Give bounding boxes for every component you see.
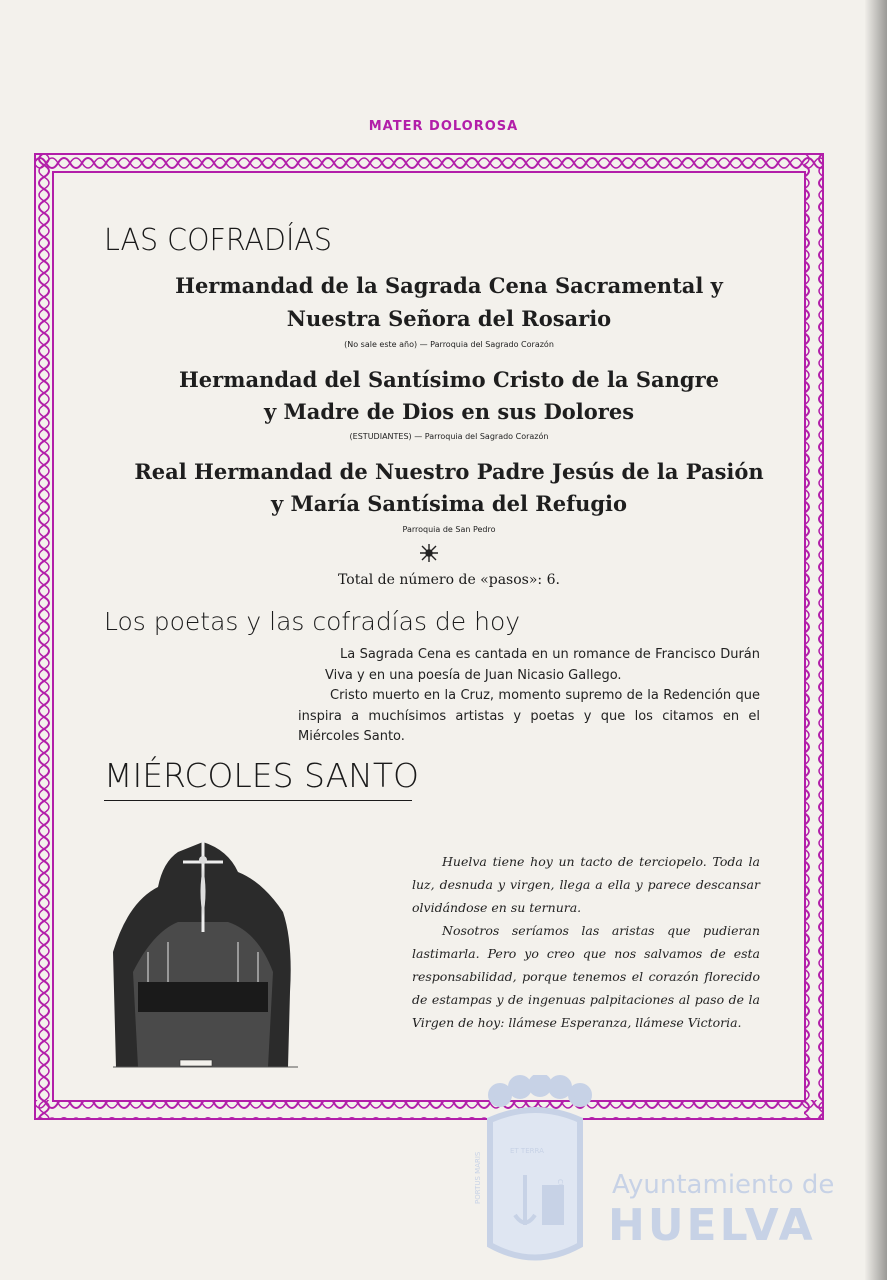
watermark-line1: Ayuntamiento de: [612, 1170, 835, 1200]
brotherhood-1-line2: Nuestra Señora del Rosario: [286, 306, 612, 331]
brotherhood-2-line2: y Madre de Dios en sus Dolores: [263, 399, 635, 424]
section-title-poetas: Los poetas y las cofradías de hoy: [104, 607, 521, 636]
miercoles-paragraph-1: Huelva tiene hoy un tacto de terciopelo. Toda la luz, desnuda y virgen, llega a ella y parece descansar olvidándose en su ternura.: [412, 854, 760, 915]
total-pasos: Total de número de «pasos»: 6.: [338, 572, 560, 588]
section-title-cofradias: LAS COFRADÍAS: [104, 223, 332, 258]
miercoles-paragraph-2: Nosotros seríamos las aristas que pudieran lastimarla. Pero yo creo que nos salvamos de esta responsabilidad, porque tenemos el corazón florecido de estampas y de ingenuas palpitaciones al paso de la Virgen de hoy: llámese Esperanza, llámese Victoria.: [412, 923, 760, 1030]
watermark-arc-top: ET TERRA: [510, 1147, 544, 1155]
floral-ornament-icon: [419, 543, 439, 563]
brotherhood-3-line2: y María Santísima del Refugio: [270, 491, 628, 516]
running-header: MATER DOLOROSA: [368, 119, 519, 134]
watermark-line2: HUELVA: [608, 1200, 816, 1251]
brotherhood-3-note: Parroquia de San Pedro: [402, 525, 496, 534]
brotherhood-1-line1: Hermandad de la Sagrada Cena Sacramental y: [175, 273, 723, 298]
poetas-paragraph-1: La Sagrada Cena es cantada en un romance de Francisco Durán Viva y en una poesía de Juan Nicasio Gallego.: [325, 647, 760, 683]
brotherhood-2-note: (ESTUDIANTES) — Parroquia del Sagrado Corazón: [349, 432, 549, 441]
watermark-arc-left: PORTUS MARIS: [474, 1151, 482, 1204]
crucifixion-illustration: [108, 822, 298, 1077]
brotherhood-3-line1: Real Hermandad de Nuestro Padre Jesús de la Pasión: [134, 459, 764, 484]
brotherhood-1-note: (No sale este año) — Parroquia del Sagrado Corazón: [344, 340, 554, 349]
title-underline: [104, 800, 412, 801]
section-title-miercoles: MIÉRCOLES SANTO: [104, 756, 419, 795]
poetas-paragraph-2: Cristo muerto en la Cruz, momento supremo de la Redención que inspira a muchísimos artistas y poetas y que los citamos en el Miércoles Santo.: [298, 688, 760, 744]
watermark-arc-right: CUSTODIA: [556, 1179, 564, 1216]
brotherhood-2-line1: Hermandad del Santísimo Cristo de la Sangre: [178, 367, 720, 392]
